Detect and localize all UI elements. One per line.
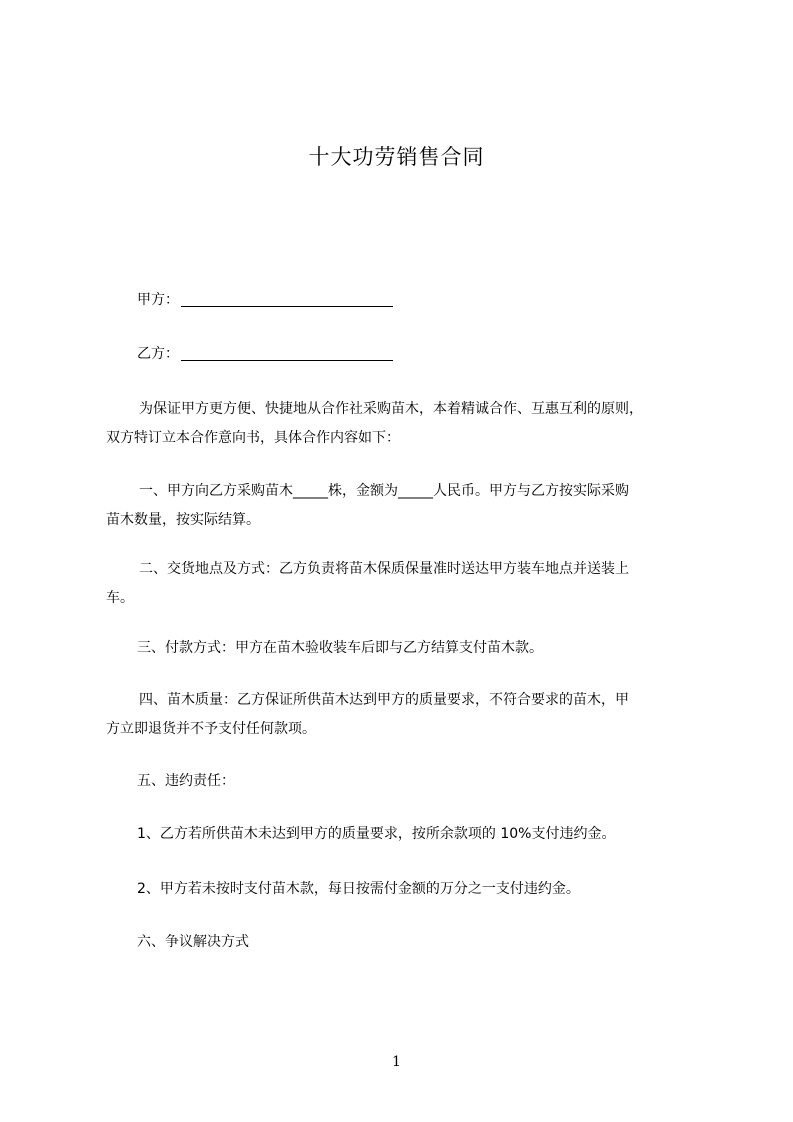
clause-4-line-2: 方立即退货并不予支付任何款项。 (106, 721, 316, 737)
clause-2-line-1: 二、交货地点及方式：乙方负责将苗木保质保量准时送达甲方装车地点并送装上 (139, 561, 629, 577)
clause-6: 六、争议解决方式 (137, 934, 249, 950)
clause-4-line-1: 四、苗木质量：乙方保证所供苗木达到甲方的质量要求，不符合要求的苗木，甲 (139, 692, 629, 708)
clause-5-item-2: 2、甲方若未按时支付苗木款，每日按需付金额的万分之一支付违约金。 (137, 881, 580, 897)
clause-4 (106, 686, 706, 744)
clause-1 (106, 477, 706, 535)
intro-line-2: 双方特订立本合作意向书，具体合作内容如下： (106, 430, 400, 446)
party-a-blank (181, 290, 393, 307)
clause-2-line-2: 车。 (106, 590, 134, 606)
page-number: 1 (392, 1054, 401, 1070)
clause-5: 五、违约责任： (137, 773, 235, 789)
party-a-label: 甲方： (137, 292, 179, 308)
clause-2 (106, 555, 706, 613)
party-b-line (137, 343, 393, 366)
intro-paragraph (106, 395, 706, 453)
clause-1-line-1: 一、甲方向乙方采购苗木_____株，金额为_____人民币。甲方与乙方按实际采购 (139, 483, 629, 499)
clause-5-item-1: 1、乙方若所供苗木未达到甲方的质量要求，按所余款项的 10%支付违约金。 (137, 826, 616, 842)
clause-1-line-2: 苗木数量，按实际结算。 (106, 512, 260, 528)
intro-line-1: 为保证甲方更方便、快捷地从合作社采购苗木，本着精诚合作、互惠互利的原则， (139, 401, 643, 417)
party-b-blank (181, 344, 393, 361)
party-a-line (137, 289, 393, 312)
party-b-label: 乙方： (137, 346, 179, 362)
clause-3: 三、付款方式：甲方在苗木验收装车后即与乙方结算支付苗木款。 (137, 640, 543, 656)
document-title: 十大功劳销售合同 (308, 145, 485, 169)
